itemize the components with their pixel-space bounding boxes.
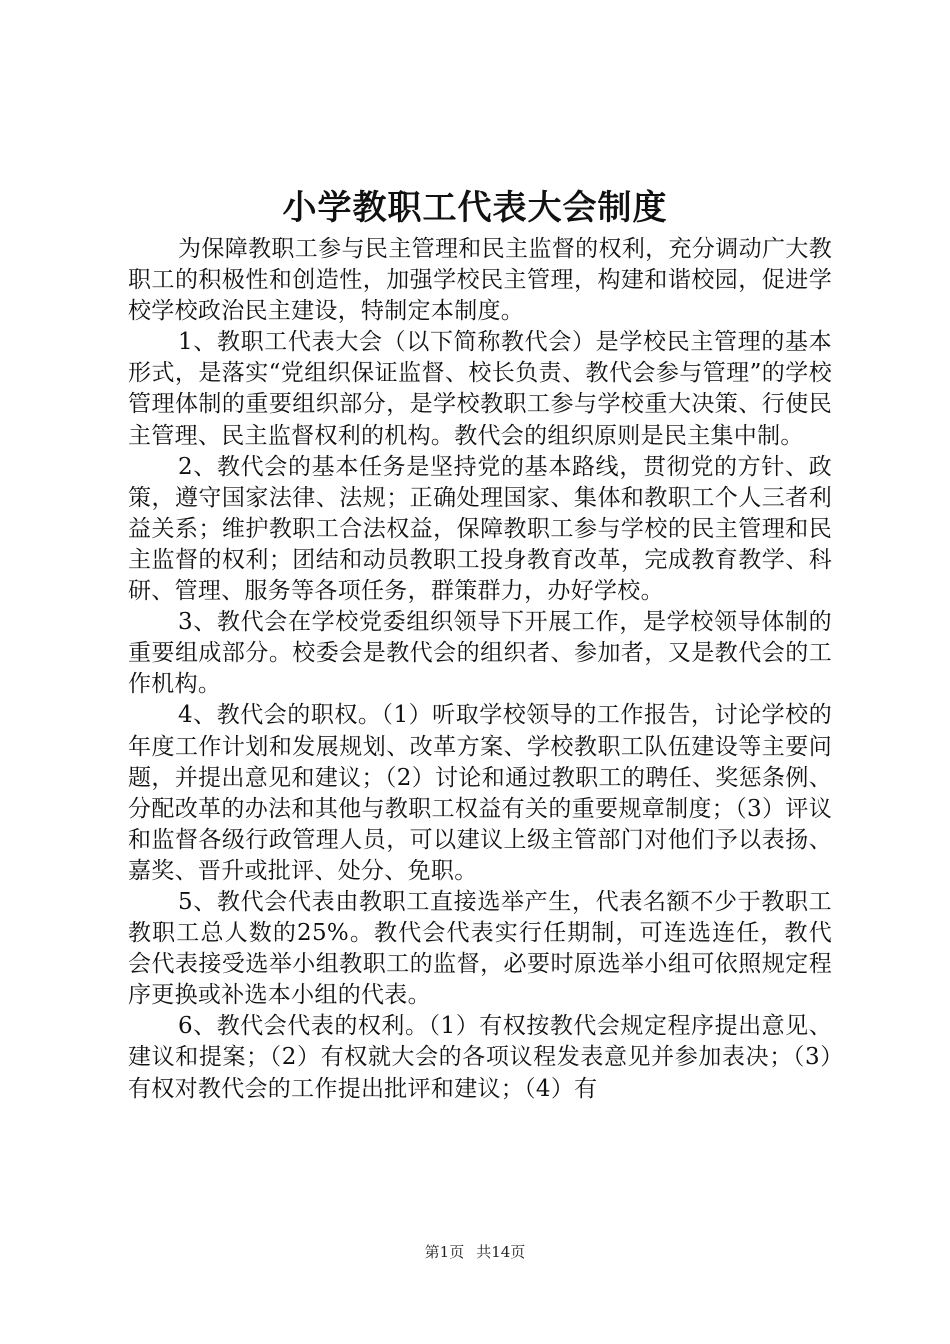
page-footer [0, 1242, 950, 1262]
paragraph-intro: 为保障教职工参与民主管理和民主监督的权利，充分调动广大教职工的积极性和创造性，加强学校民主管理，构建和谐校园，促进学校学校政治民主建设，特制定本制度。 [128, 236, 832, 325]
paragraph-article-5: 5、教代会代表由教职工直接选举产生，代表名额不少于教职工教职工总人数的25%。教代会代表实行任期制，可连选连任，教代会代表接受选举小组教职工的监督，必要时原选举小组可依照规定程序更换或补选本小组的代表。 [128, 888, 832, 1009]
paragraph-article-1: 1、教职工代表大会（以下简称教代会）是学校民主管理的基本形式，是落实“党组织保证监督、校长负责、教代会参与管理”的学校管理体制的重要组织部分，是学校教职工参与学校重大决策、行使民主管理、民主监督权利的机构。教代会的组织原则是民主集中制。 [128, 329, 832, 449]
page-total: 共14页 [476, 1243, 526, 1261]
page-title: 小学教职工代表大会制度 [282, 188, 668, 228]
paragraph-article-2: 2、教代会的基本任务是坚持党的基本路线，贯彻党的方针、政策，遵守国家法律、法规；正确处理国家、集体和教职工个人三者利益关系；维护教职工合法权益，保障教职工参与学校的民主管理和民主监督的权利；团结和动员教职工投身教育改革，完成教育教学、科研、管理、服务等各项任务，群策群力，办好学校。 [128, 453, 832, 605]
paragraph-article-6: 6、教代会代表的权利。（1）有权按教代会规定程序提出意见、建议和提案；（2）有权就大会的各项议程发表意见并参加表决；（3）有权对教代会的工作提出批评和建议；（4）有 [128, 1013, 832, 1102]
paragraph-article-3: 3、教代会在学校党委组织领导下开展工作，是学校领导体制的重要组成部分。校委会是教代会的组织者、参加者，又是教代会的工作机构。 [128, 609, 832, 698]
paragraph-article-4: 4、教代会的职权。（1）听取学校领导的工作报告，讨论学校的年度工作计划和发展规划、改革方案、学校教职工队伍建设等主要问题，并提出意见和建议；（2）讨论和通过教职工的聘任、奖惩条例、分配改革的办法和其他与教职工权益有关的重要规章制度；（3）评议和监督各级行政管理人员，可以建议上级主管部门对他们予以表扬、嘉奖、晋升或批评、处分、免职。 [128, 702, 832, 884]
document-body [128, 234, 832, 1105]
page-number: 第1页 [424, 1243, 465, 1261]
